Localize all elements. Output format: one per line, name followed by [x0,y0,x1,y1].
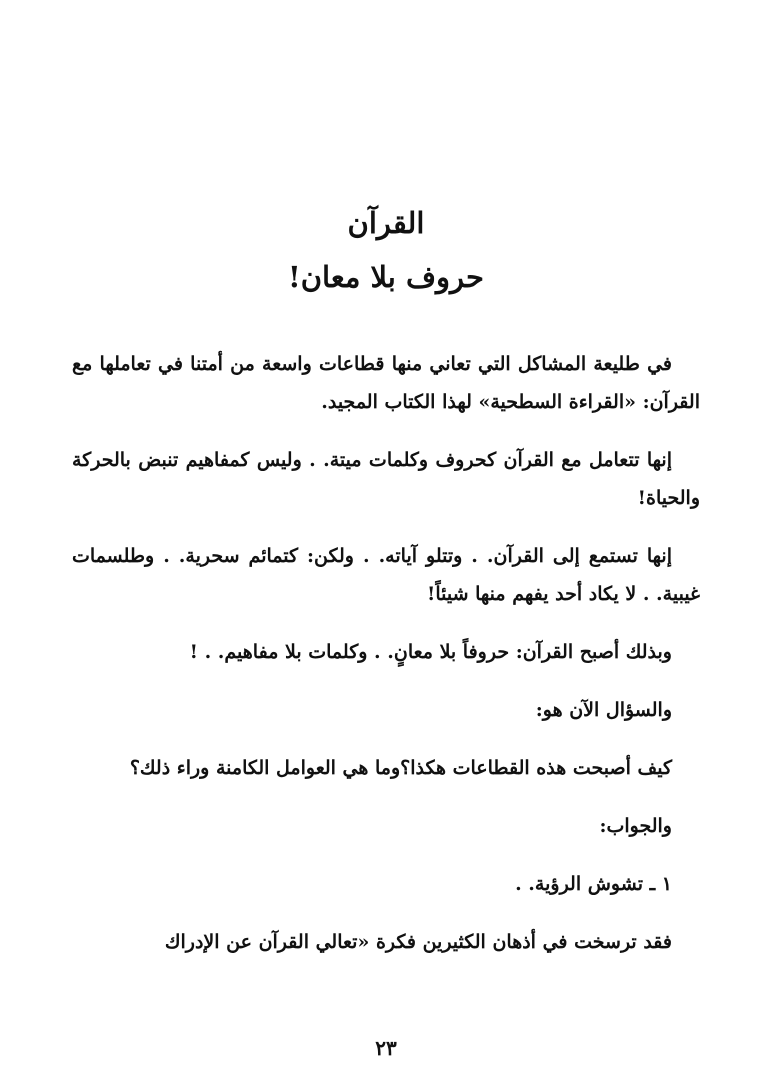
paragraph-2: إنها تتعامل مع القرآن كحروف وكلمات ميتة. . وليس كمفاهيم تنبض بالحركة والحياة! [72,449,700,509]
paragraph-1: في طليعة المشاكل التي تعاني منها قطاعات واسعة من أمتنا في تعاملها مع القرآن: «القراءة السطحية» لهذا الكتاب المجيد. [72,353,700,413]
paragraph-7: والجواب: [599,815,672,837]
paragraph-3: إنها تستمع إلى القرآن. . وتتلو آياته. . ولكن: كتمائم سحرية. . وطلسمات غيبية. . لا يكاد أحد يفهم منها شيئاً! [72,545,700,605]
paragraph-9: فقد ترسخت في أذهان الكثيرين فكرة «تعالي القرآن عن الإدراك [164,931,672,953]
chapter-title-line-2: حروف بلا معان! [288,260,484,294]
chapter-title-line-1: القرآن [347,206,425,240]
paragraph-5: والسؤال الآن هو: [535,699,672,721]
page-number: ٢٣ [375,1036,397,1060]
chapter-title [0,196,772,304]
paragraph-4: وبذلك أصبح القرآن: حروفاً بلا معانٍ. . وكلمات بلا مفاهيم. . ! [189,641,672,663]
body-text [72,345,700,979]
paragraph-6: كيف أصبحت هذه القطاعات هكذا؟وما هي العوامل الكامنة وراء ذلك؟ [129,757,672,779]
paragraph-8: ١ ـ تشوش الرؤية. . [515,873,672,895]
